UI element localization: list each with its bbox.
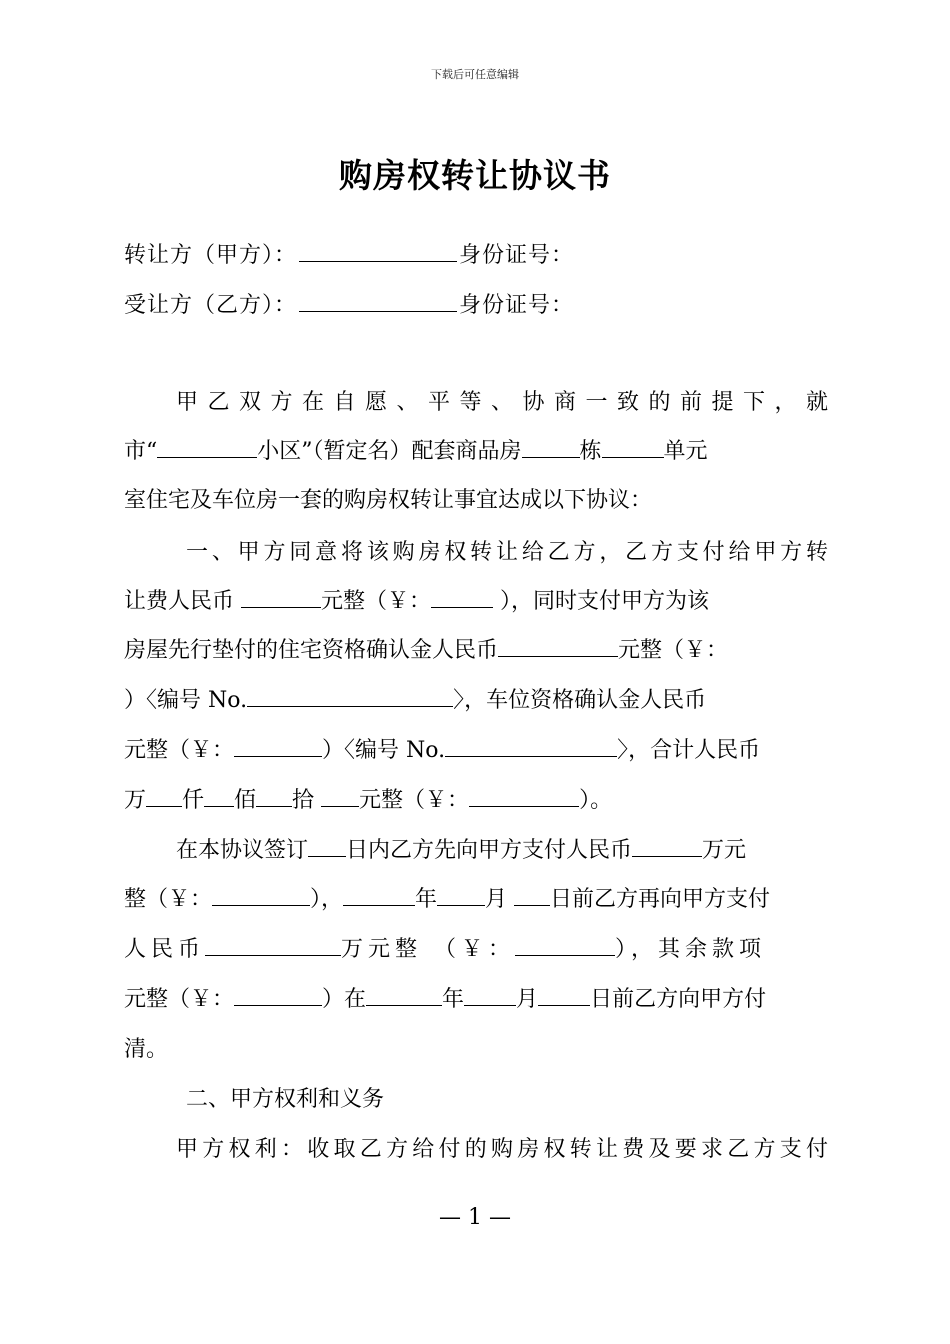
text: ）， <box>310 887 344 912</box>
text: 房屋先行垫付的住宅资格确认金人民币 <box>124 638 499 663</box>
header-note: 下载后可任意编辑 <box>431 68 519 81</box>
text: ）。 <box>579 788 613 813</box>
second-amount-blank[interactable] <box>515 935 615 956</box>
text: 年 <box>442 987 465 1012</box>
text: 元整（￥： <box>124 738 235 763</box>
document-title: 购房权转让协议书 <box>339 156 611 195</box>
parking-no-blank[interactable] <box>445 736 617 757</box>
page-number: — 1 — <box>439 1205 511 1230</box>
transferor-id-label: 身份证号： <box>459 243 575 268</box>
text: 万 <box>124 788 147 813</box>
preamble-line-3: 室住宅及车位房一套的购房权转让事宜达成以下协议： <box>124 488 653 513</box>
text: 万元整 （￥： <box>341 937 516 962</box>
text: 市“ <box>124 439 158 464</box>
text: 元整（￥： <box>321 589 432 614</box>
second-payment-blank[interactable] <box>205 935 341 956</box>
text: 月 <box>516 987 539 1012</box>
text: 栋 <box>579 439 602 464</box>
year-blank-1[interactable] <box>343 885 415 906</box>
transferee-line <box>124 288 574 319</box>
text: ），同时支付甲方为该 <box>493 589 710 614</box>
text: 在本协议签订 <box>176 838 309 863</box>
text: 整（￥： <box>124 887 213 912</box>
city-blank[interactable] <box>157 437 257 458</box>
section2-heading: 二、甲方权利和义务 <box>186 1087 385 1112</box>
payment-line-2 <box>124 885 828 915</box>
building-blank[interactable] <box>522 437 580 458</box>
transferor-label: 转让方（甲方）： <box>124 243 298 268</box>
text: ），其余款项 <box>615 937 767 962</box>
day-blank-1[interactable] <box>514 885 550 906</box>
text: 元整（￥： <box>618 638 729 663</box>
text: ）〈编号 No. <box>322 738 446 763</box>
text: 元整（￥： <box>359 788 470 813</box>
text: 让费人民币 <box>124 589 241 614</box>
payment-line-3 <box>124 935 828 965</box>
payment-line-4 <box>124 985 828 1015</box>
section1-line-5 <box>124 736 828 766</box>
transferor-name-blank[interactable] <box>299 241 457 262</box>
text: 小区”（暂定名）配套商品房 <box>257 439 522 464</box>
transferee-name-blank[interactable] <box>299 291 457 312</box>
text: 万元 <box>702 838 747 863</box>
month-blank-2[interactable] <box>464 985 516 1006</box>
text: ）在 <box>322 987 367 1012</box>
total-amount-blank[interactable] <box>469 786 579 807</box>
section1-line-3 <box>124 636 828 666</box>
text: 仟 <box>182 788 205 813</box>
text: 日前乙方再向甲方支付 <box>550 887 771 912</box>
preamble-line-1: 甲乙双方在自愿、平等、协商一致的前提下，就 <box>176 390 828 415</box>
text: 月 <box>485 887 515 912</box>
text: 年 <box>415 887 438 912</box>
year-blank-2[interactable] <box>366 985 442 1006</box>
text: 人民币 <box>124 937 206 962</box>
text: 佰 <box>234 788 257 813</box>
text: ）〈编号 No. <box>124 688 248 713</box>
text: 〉，车位资格确认金人民币 <box>453 688 707 713</box>
payment-line-1 <box>176 836 828 866</box>
wan-blank[interactable] <box>146 786 182 807</box>
section1-line-6 <box>124 786 828 816</box>
parking-amount-blank[interactable] <box>234 736 322 757</box>
text: 单元 <box>663 439 708 464</box>
transferor-line <box>124 238 574 269</box>
month-blank-1[interactable] <box>437 885 485 906</box>
fee-blank[interactable] <box>241 587 321 608</box>
text: 〉，合计人民币 <box>617 738 761 763</box>
section1-line-1: 一、甲方同意将该购房权转让给乙方，乙方支付给甲方转 <box>186 540 828 565</box>
bai-blank[interactable] <box>256 786 292 807</box>
first-payment-blank[interactable] <box>632 836 702 857</box>
section1-line-4 <box>124 686 828 716</box>
qian-blank[interactable] <box>204 786 234 807</box>
text: 元整（￥： <box>124 987 235 1012</box>
section2-line-1: 甲方权利：收取乙方给付的购房权转让费及要求乙方支付 <box>176 1137 828 1162</box>
unit-blank[interactable] <box>602 437 664 458</box>
text: 拾 <box>292 788 322 813</box>
transferee-label: 受让方（乙方）： <box>124 293 298 318</box>
payment-line-5: 清。 <box>124 1037 169 1062</box>
section1-line-2 <box>124 587 828 617</box>
first-amount-blank[interactable] <box>212 885 310 906</box>
transferee-id-label: 身份证号： <box>459 293 575 318</box>
days-blank[interactable] <box>308 836 346 857</box>
day-blank-2[interactable] <box>538 985 590 1006</box>
deposit-blank[interactable] <box>498 636 618 657</box>
text: 日前乙方向甲方付 <box>590 987 767 1012</box>
deposit-no-blank[interactable] <box>247 686 453 707</box>
text: 日内乙方先向甲方支付人民币 <box>346 838 633 863</box>
shi-blank[interactable] <box>321 786 359 807</box>
preamble-line-2 <box>124 437 828 467</box>
remaining-amount-blank[interactable] <box>234 985 322 1006</box>
fee-amount-blank[interactable] <box>431 587 493 608</box>
